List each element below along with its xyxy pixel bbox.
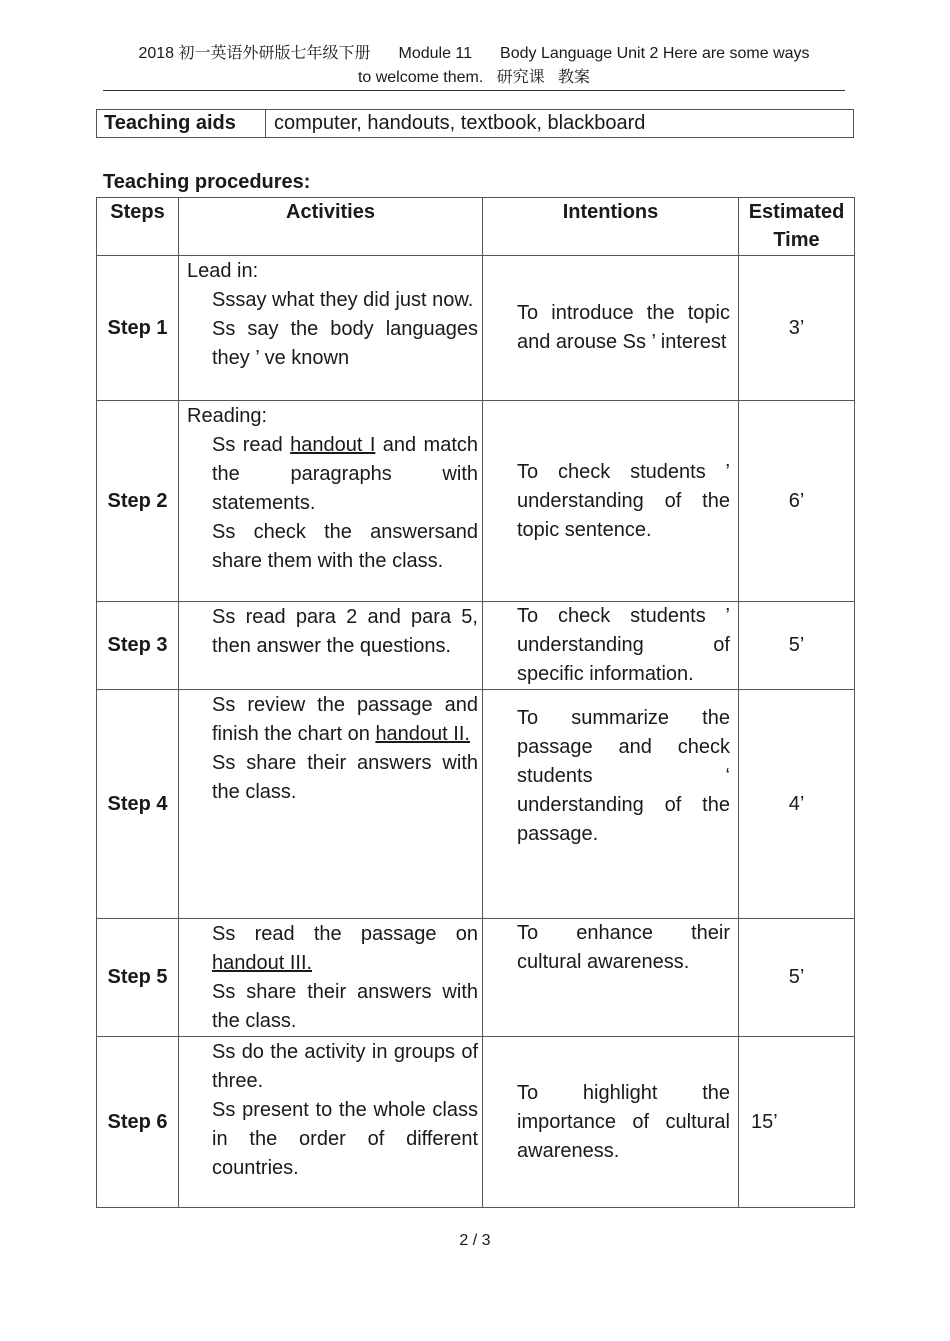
table-row (97, 1037, 855, 1208)
activity-text-part: Ss read (212, 434, 291, 456)
activity-text: Ss read para 2 and para 5, then answer the questions. (212, 606, 478, 657)
activity-text: Ss check the answersand share them with the class. (212, 521, 478, 572)
time-cell: 3’ (739, 256, 855, 401)
header-rule (103, 90, 845, 91)
table-row (97, 256, 855, 401)
col-activities: Activities (179, 198, 483, 256)
time-cell: 5’ (739, 602, 855, 690)
table-row (97, 602, 855, 690)
teaching-aids-value: computer, handouts, textbook, blackboard (266, 110, 854, 138)
time-cell: 4’ (739, 690, 855, 919)
procedures-table (96, 197, 855, 1208)
activity-text: Ss present to the whole class in the order of different countries. (212, 1099, 478, 1179)
table-row (97, 919, 855, 1037)
activities-cell (179, 602, 483, 690)
step-label: Step 6 (97, 1037, 179, 1208)
step-label: Step 3 (97, 602, 179, 690)
handout-reference: handout III. (212, 952, 313, 974)
table-header-row (97, 198, 855, 256)
teaching-aids-label: Teaching aids (97, 110, 266, 138)
activities-cell (179, 690, 483, 919)
intention-cell: To highlight the importance of cultural awareness. (483, 1037, 739, 1208)
time-cell: 6’ (739, 401, 855, 602)
activity-heading: Reading: (187, 405, 268, 427)
step-label: Step 4 (97, 690, 179, 919)
activity-text (187, 431, 478, 518)
activity-text: Ss share their answers with the class. (212, 752, 478, 803)
page-header (103, 42, 845, 90)
activity-text-part: Ss read the passage on (212, 923, 478, 945)
activity-text: Ss do the activity in groups of three. (212, 1041, 478, 1092)
activity-text-part: Ss review the passage and finish the chart on (212, 694, 478, 745)
teaching-aids-table (96, 109, 854, 138)
handout-reference: handout I (290, 434, 376, 456)
activity-text (187, 920, 478, 978)
activity-text-part: and match the paragraphs with statements. (212, 434, 478, 514)
activity-text: Sssay what they did just now. (212, 289, 474, 311)
intention-cell: To check students ’ understanding of the topic sentence. (483, 401, 739, 602)
activities-cell (179, 919, 483, 1037)
table-row (97, 690, 855, 919)
intention-cell: To check students ’ understanding of specific information. (483, 602, 739, 690)
step-label: Step 1 (97, 256, 179, 401)
table-row (97, 401, 855, 602)
time-cell: 5’ (739, 919, 855, 1037)
col-time-line1: Estimated (748, 201, 845, 223)
col-time (739, 198, 855, 256)
col-steps: Steps (97, 198, 179, 256)
handout-reference: handout II. (375, 723, 470, 745)
intention-cell: To enhance their cultural awareness. (483, 919, 739, 1037)
activity-text (187, 691, 478, 749)
procedures-title: Teaching procedures: (103, 171, 311, 193)
activity-heading: Lead in: (187, 260, 259, 282)
step-label: Step 5 (97, 919, 179, 1037)
activity-text: Ss share their answers with the class. (212, 981, 478, 1032)
header-module: Module 11 (398, 45, 473, 62)
header-unit-cont: to welcome them. (357, 69, 484, 86)
intention-cell: To summarize the passage and check students ‘ understanding of the passage. (483, 690, 739, 919)
intention-cell: To introduce the topic and arouse Ss ’ interest (483, 256, 739, 401)
col-intentions: Intentions (483, 198, 739, 256)
header-type: 研究课 (496, 69, 545, 86)
activities-cell (179, 401, 483, 602)
header-unit: Body Language Unit 2 Here are some ways (500, 45, 810, 62)
col-time-line2: Time (773, 229, 820, 251)
page-number: 2 / 3 (459, 1232, 491, 1249)
header-course: 2018 初一英语外研版七年级下册 (138, 45, 371, 62)
step-label: Step 2 (97, 401, 179, 602)
header-doc: 教案 (558, 69, 591, 86)
activities-cell (179, 1037, 483, 1208)
activities-cell (179, 256, 483, 401)
activity-text: Ss say the body languages they ’ ve known (212, 318, 478, 369)
time-cell: 15’ (739, 1037, 855, 1208)
